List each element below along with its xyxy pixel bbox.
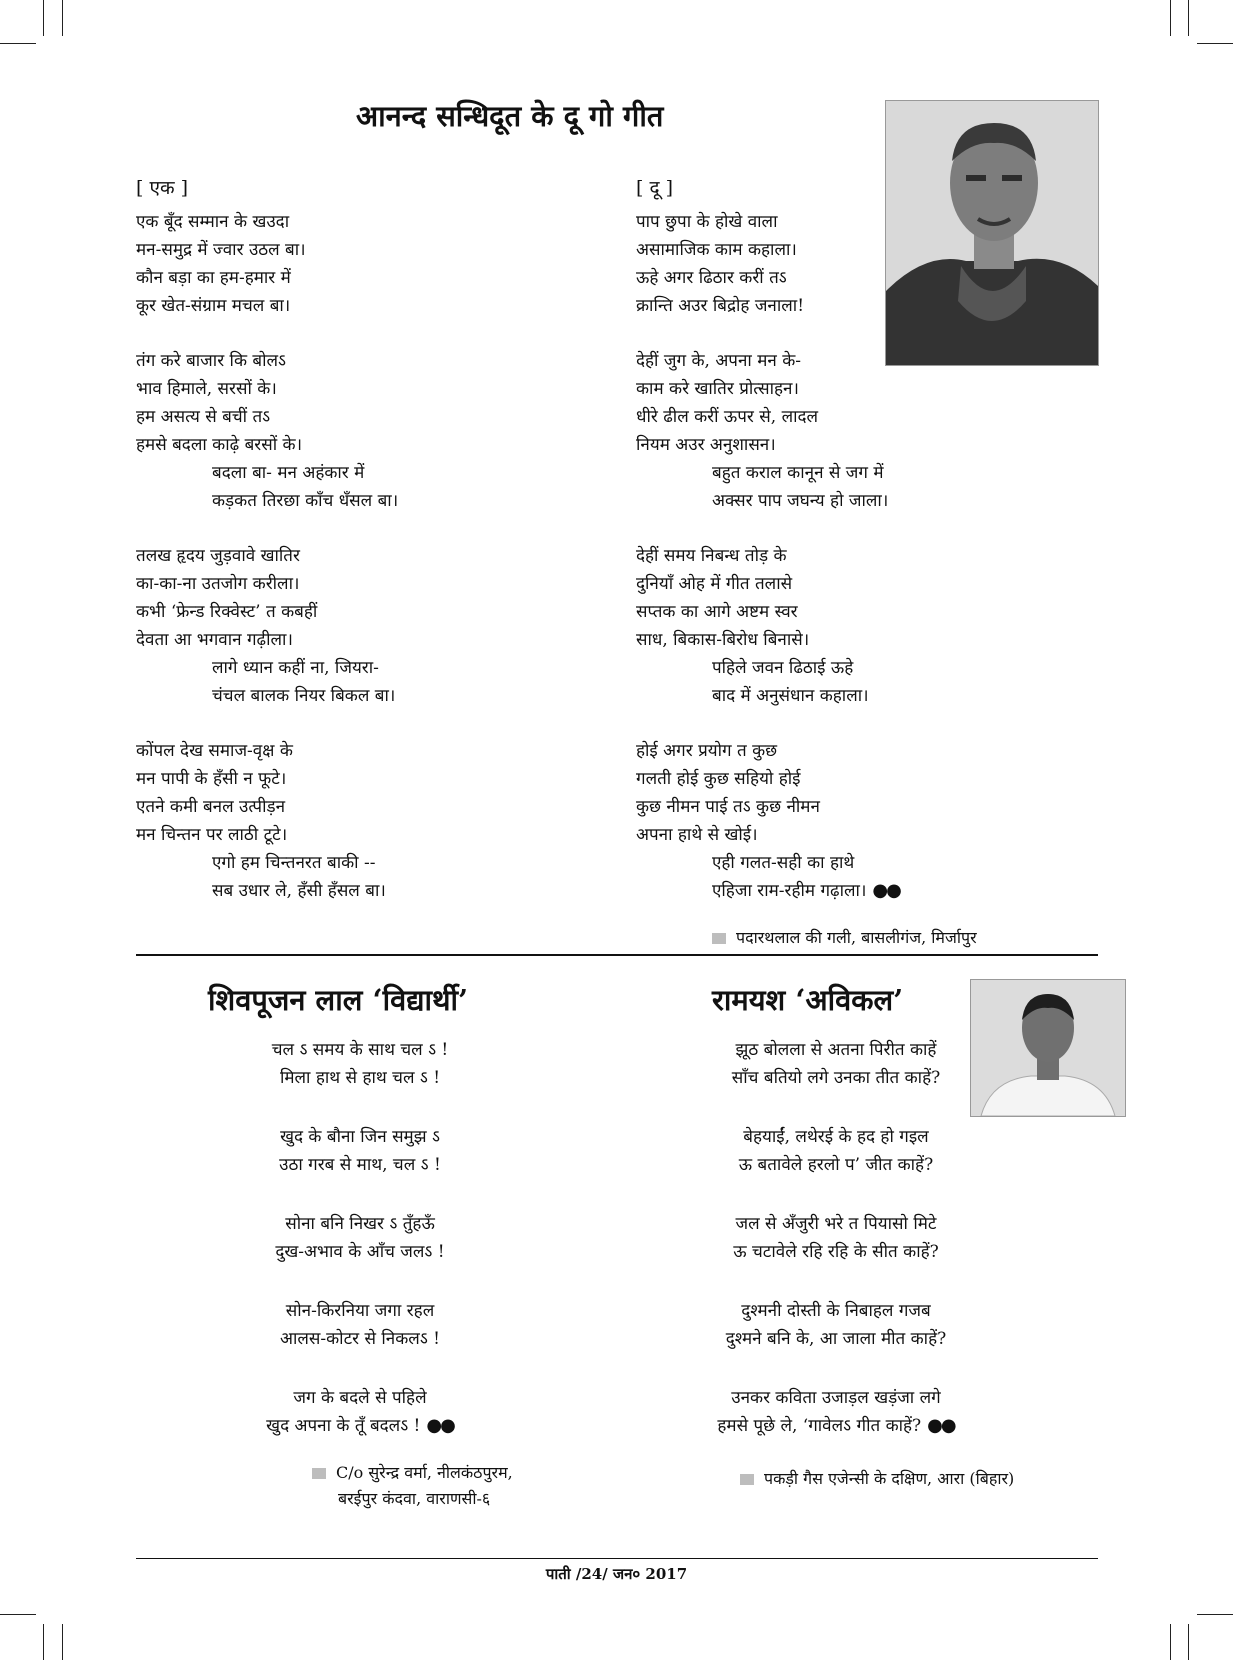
verse-line: लागे ध्यान कहीं ना, जियरा- bbox=[212, 658, 379, 678]
poem bbox=[180, 1036, 540, 1440]
verse-line: मिला हाथ से हाथ चल ऽ ! bbox=[279, 1068, 441, 1088]
author-address bbox=[740, 1466, 1014, 1492]
author-address bbox=[312, 1460, 513, 1512]
crop-mark bbox=[0, 1614, 36, 1615]
stanza bbox=[656, 1036, 1016, 1092]
end-mark: ●● bbox=[872, 880, 900, 901]
verse-line: बहुत कराल कानून से जग में bbox=[712, 463, 884, 483]
page-footer: पाती /24/ जन० 2017 bbox=[545, 1565, 688, 1583]
stanza bbox=[136, 347, 398, 515]
verse-line: कोंपल देख समाज-वृक्ष के bbox=[136, 741, 293, 761]
end-mark: ●● bbox=[927, 1415, 955, 1436]
verse-line: गलती होई कुछ सहियो होई bbox=[636, 769, 801, 789]
verse-line: ऊ बतावेले हरलो प’ जीत काहें? bbox=[738, 1155, 934, 1175]
portrait-image bbox=[886, 101, 1098, 365]
stanza bbox=[656, 1123, 1016, 1179]
verse-line: कौन बड़ा का हम-हमार में bbox=[136, 268, 291, 288]
verse-line: उठा गरब से माथ, चल ऽ ! bbox=[279, 1155, 441, 1175]
address-line bbox=[712, 925, 977, 951]
stanza bbox=[136, 208, 398, 320]
verse-line: क्रान्ति अउर बिद्रोह जनाला! bbox=[636, 296, 805, 316]
verse-line: ऊ चटावेले रहि रहि के सीत काहें? bbox=[733, 1242, 939, 1262]
section-divider bbox=[136, 954, 1098, 956]
verse-line bbox=[180, 1412, 540, 1440]
verse-line: नियम अउर अनुशासन। bbox=[636, 435, 776, 455]
stanza bbox=[636, 347, 900, 515]
crop-mark bbox=[62, 1624, 63, 1660]
poem-heading: [ एक ] bbox=[136, 177, 189, 199]
verse-line: अक्सर पाप जघन्य हो जाला। bbox=[712, 491, 889, 511]
verse-line: सोन-किरनिया जगा रहल bbox=[285, 1301, 435, 1321]
poem bbox=[656, 1036, 1016, 1440]
crop-mark bbox=[1197, 43, 1233, 44]
verse-line: जल से अँजुरी भरे त पियासो मिटे bbox=[735, 1214, 937, 1234]
verse-line: का-का-ना उतजोग करीला। bbox=[136, 574, 300, 594]
address-text: पकड़ी गैस एजेन्सी के दक्षिण, आरा (बिहार) bbox=[764, 1469, 1015, 1488]
square-bullet-icon bbox=[712, 933, 726, 944]
verse-line: देहीं समय निबन्ध तोड़ के bbox=[636, 546, 787, 566]
verse-line: भाव हिमाले, सरसों के। bbox=[136, 379, 277, 399]
verse-line: साध, बिकास-बिरोध बिनासे। bbox=[636, 630, 810, 650]
verse-line: काम करे खातिर प्रोत्साहन। bbox=[636, 379, 799, 399]
verse-line: उनकर कविता उजाड़ल खड़ंजा लगे bbox=[731, 1388, 941, 1408]
stanza bbox=[636, 542, 900, 710]
stanza bbox=[656, 1297, 1016, 1353]
poem-one bbox=[136, 174, 398, 932]
verse-text: एहिजा राम-रहीम गढ़ाला। bbox=[712, 881, 867, 901]
address-line: बरईपुर कंदवा, वाराणसी-६ bbox=[338, 1489, 491, 1508]
verse-line: एक बूँद सम्मान के खउदा bbox=[136, 212, 290, 232]
verse-line: मन-समुद्र में ज्वार उठल बा। bbox=[136, 240, 306, 260]
verse-line: जग के बदले से पहिले bbox=[293, 1388, 427, 1408]
verse-line: पहिले जवन ढिठाई ऊहे bbox=[712, 658, 854, 678]
end-mark: ●● bbox=[426, 1415, 454, 1436]
verse-line bbox=[636, 877, 900, 905]
verse-line: कूर खेत-संग्राम मचल बा। bbox=[136, 296, 291, 316]
verse-line: धीरे ढील करीं ऊपर से, लादल bbox=[636, 407, 819, 427]
verse-line: बदला बा- मन अहंकार में bbox=[212, 463, 365, 483]
crop-mark bbox=[1170, 0, 1171, 36]
verse-line bbox=[656, 1412, 1016, 1440]
verse-text: खुद अपना के तूँ बदलऽ ! bbox=[266, 1416, 421, 1436]
verse-line: बाद में अनुसंधान कहाला। bbox=[712, 686, 869, 706]
crop-mark bbox=[1188, 1624, 1189, 1660]
verse-line: चंचल बालक नियर बिकल बा। bbox=[212, 686, 396, 706]
stanza bbox=[136, 542, 398, 710]
verse-line: होई अगर प्रयोग त कुछ bbox=[636, 741, 778, 761]
crop-mark bbox=[0, 43, 36, 44]
article-title: आनन्द सन्धिदूत के दू गो गीत bbox=[356, 99, 664, 133]
crop-mark bbox=[62, 0, 63, 36]
verse-line: कुछ नीमन पाई तऽ कुछ नीमन bbox=[636, 797, 820, 817]
verse-line: दुश्मनी दोस्ती के निबाहल गजब bbox=[741, 1301, 931, 1321]
verse-line: मन चिन्तन पर लाठी टूटे। bbox=[136, 825, 288, 845]
stanza bbox=[180, 1210, 540, 1266]
poem-heading: [ दू ] bbox=[636, 177, 673, 199]
verse-line: दुनियाँ ओह में गीत तलासे bbox=[636, 574, 793, 594]
footer-divider bbox=[136, 1558, 1098, 1559]
verse-line: तंग करे बाजार कि बोलऽ bbox=[136, 351, 286, 371]
verse-text: हमसे पूछे ले, ‘गावेलऽ गीत काहें? bbox=[717, 1416, 922, 1436]
verse-line: सोना बनि निखर ऽ तुँहऊँ bbox=[285, 1214, 435, 1234]
stanza bbox=[656, 1210, 1016, 1266]
verse-line: चल ऽ समय के साथ चल ऽ ! bbox=[271, 1040, 449, 1060]
stanza bbox=[636, 208, 900, 320]
verse-line: असामाजिक काम कहाला। bbox=[636, 240, 797, 260]
verse-line: दुश्मने बनि के, आ जाला मीत काहें? bbox=[725, 1329, 947, 1349]
verse-line: कभी ‘फ्रेन्ड रिक्वेस्ट’ त कबहीं bbox=[136, 602, 318, 622]
verse-line: देवता आ भगवान गढ़ीला। bbox=[136, 630, 293, 650]
verse-line: साँच बतियो लगे उनका तीत काहें? bbox=[731, 1068, 941, 1088]
verse-line: बेहयाईं, लथेरई के हद हो गइल bbox=[743, 1127, 929, 1147]
poem-two bbox=[636, 174, 900, 905]
verse-line: हमसे बदला काढ़े बरसों के। bbox=[136, 435, 303, 455]
crop-mark bbox=[43, 1624, 44, 1660]
verse-line: सप्तक का आगे अष्टम स्वर bbox=[636, 602, 798, 622]
article-title: रामयश ‘अविकल’ bbox=[712, 983, 904, 1017]
verse-line: खुद के बौना जिन समुझ ऽ bbox=[280, 1127, 440, 1147]
verse-line: एगो हम चिन्तनरत बाकी -- bbox=[212, 853, 376, 873]
verse-line: झूठ बोलला से अतना पिरीत काहें bbox=[735, 1040, 937, 1060]
verse-line: दुख-अभाव के आँच जलऽ ! bbox=[275, 1242, 445, 1262]
article-title: शिवपूजन लाल ‘विद्यार्थी’ bbox=[208, 983, 469, 1017]
verse-line: देहीं जुग के, अपना मन के- bbox=[636, 351, 802, 371]
verse-line: आलस-कोटर से निकलऽ ! bbox=[279, 1329, 440, 1349]
crop-mark bbox=[1170, 1624, 1171, 1660]
address-line bbox=[312, 1460, 513, 1486]
stanza bbox=[656, 1384, 1016, 1440]
verse-line: मन पापी के हँसी न फूटे। bbox=[136, 769, 287, 789]
crop-mark bbox=[1197, 1614, 1233, 1615]
verse-line: सब उधार ले, हँसी हँसल बा। bbox=[212, 881, 386, 901]
author-photo bbox=[885, 100, 1099, 366]
address-text: पदारथलाल की गली, बासलीगंज, मिर्जापुर bbox=[736, 928, 977, 947]
square-bullet-icon bbox=[312, 1468, 326, 1479]
stanza bbox=[636, 737, 900, 905]
square-bullet-icon bbox=[740, 1474, 754, 1485]
address-line bbox=[740, 1466, 1014, 1492]
verse-line: पाप छुपा के होखे वाला bbox=[636, 212, 778, 232]
verse-line: कड़कत तिरछा काँच धँसल बा। bbox=[212, 491, 399, 511]
crop-mark bbox=[1188, 0, 1189, 36]
verse-line: एतने कमी बनल उत्पीड़न bbox=[136, 797, 286, 817]
author-address bbox=[712, 925, 977, 951]
verse-line: अपना हाथे से खोई। bbox=[636, 825, 758, 845]
verse-line: तलख हृदय जुड़वावे खातिर bbox=[136, 546, 300, 566]
stanza bbox=[180, 1036, 540, 1092]
stanza bbox=[136, 737, 398, 905]
verse-line: ऊहे अगर ढिठार करीं तऽ bbox=[636, 268, 787, 288]
verse-line: हम असत्य से बचीं तऽ bbox=[136, 407, 271, 427]
stanza bbox=[180, 1297, 540, 1353]
verse-line: एही गलत-सही का हाथे bbox=[712, 853, 855, 873]
address-text: C/o सुरेन्द्र वर्मा, नीलकंठपुरम, bbox=[336, 1463, 513, 1482]
crop-mark bbox=[43, 0, 44, 36]
stanza bbox=[180, 1123, 540, 1179]
stanza bbox=[180, 1384, 540, 1440]
